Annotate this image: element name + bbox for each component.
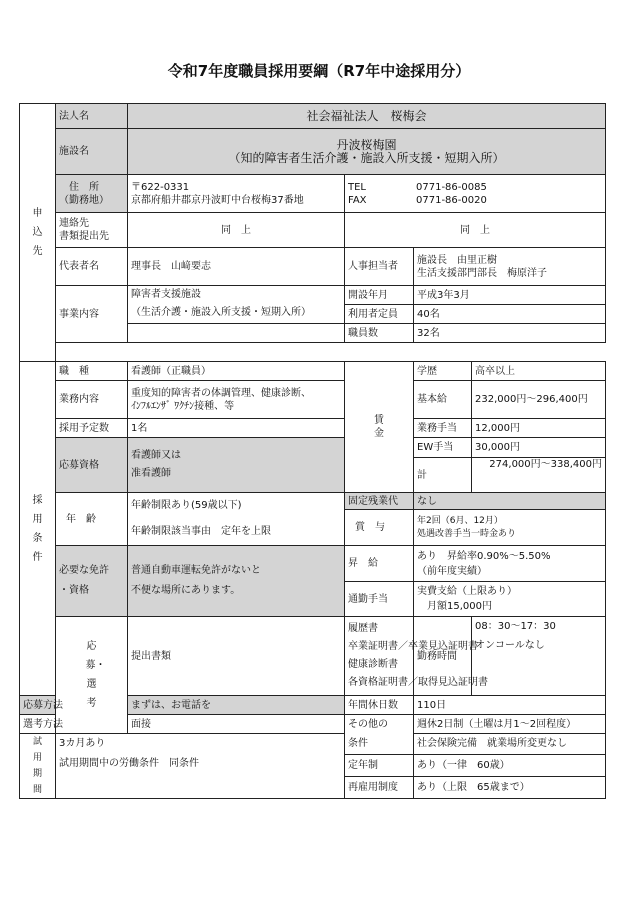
raise-value: あり 昇給率0.90%～5.50% （前年度実績）	[414, 546, 606, 582]
staff-label: 職員数	[345, 324, 414, 343]
other-value-2: 社会保険完備 就業場所変更なし	[414, 734, 606, 755]
section-trial: 試用期間	[20, 734, 56, 799]
business-blank	[128, 324, 345, 343]
capacity-label: 利用者定員	[345, 305, 414, 324]
staff-value: 32名	[414, 324, 606, 343]
base-value: 232,000円～296,400円	[472, 381, 606, 419]
section-selection: 応募・選考	[56, 617, 128, 734]
license-label: 必要な免許 ・資格	[56, 546, 128, 617]
total-value: 274,000円～338,400円	[472, 458, 606, 493]
est-label: 開設年月	[345, 286, 414, 305]
docs-label: 提出書類	[128, 617, 345, 696]
contact-label: 連絡先 書類提出先	[56, 213, 128, 248]
address-value: 〒622-0331 京都府船井郡京丹波町中台桜梅37番地	[128, 175, 345, 213]
duty-allow-value: 12,000円	[472, 419, 606, 438]
planned-label: 採用予定数	[56, 419, 128, 438]
qual-value: 看護師又は 准看護師	[128, 438, 345, 493]
rep-label: 代表者名	[56, 248, 128, 286]
hours-value: 08：30～17：30 オンコールなし	[472, 617, 606, 696]
section-apply: 申込先	[20, 104, 56, 362]
edu-value: 高卒以上	[472, 362, 606, 381]
other-label: その他の 条件	[345, 715, 414, 755]
age-label: 年 齢	[56, 493, 128, 546]
facility-value: 丹波桜梅園 （知的障害者生活介護・施設入所支援・短期入所）	[128, 129, 606, 175]
job-value: 看護師（正職員）	[128, 362, 345, 381]
ew-value: 30,000円	[472, 438, 606, 458]
base-label: 基本給	[414, 381, 472, 419]
commute-label: 通勤手当	[345, 582, 414, 617]
business-value: 障害者支援施設 （生活介護・施設入所支援・短期入所）	[128, 286, 345, 324]
overtime-label: 固定残業代	[345, 493, 414, 510]
qual-label: 応募資格	[56, 438, 128, 493]
tel-fax: TEL 0771-86-0085 FAX 0771-86-0020	[345, 175, 606, 213]
rehire-value: あり（上限 65歳まで）	[414, 776, 606, 798]
holiday-label: 年間休日数	[345, 696, 414, 715]
overtime-value: なし	[414, 493, 606, 510]
rep-value: 理事長 山﨑要志	[128, 248, 345, 286]
business-label: 事業内容	[56, 286, 128, 343]
total-label: 計	[414, 458, 472, 493]
method-value: まずは、お電話を	[128, 696, 345, 715]
ew-label: EW手当	[414, 438, 472, 458]
wage-label: 賃金	[345, 362, 414, 493]
bonus-value: 年2回（6月、12月） 処遇改善手当一時金あり	[414, 510, 606, 546]
hr-value: 施設長 由里正樹 生活支援部門部長 梅原洋子	[414, 248, 606, 286]
duty-allow-label: 業務手当	[414, 419, 472, 438]
bonus-label: 賞 与	[345, 510, 414, 546]
hr-label: 人事担当者	[345, 248, 414, 286]
raise-label: 昇 給	[345, 546, 414, 582]
rehire-label: 再雇用制度	[345, 776, 414, 798]
est-value: 平成3年3月	[414, 286, 606, 305]
recruitment-table	[19, 103, 606, 799]
retire-label: 定年制	[345, 754, 414, 776]
address-label: 住 所 （勤務地）	[56, 175, 128, 213]
license-value: 普通自動車運転免許がないと 不便な場所にあります。	[128, 546, 345, 617]
duties-value: 重度知的障害者の体調管理、健康診断、 ｲﾝﾌﾙｴﾝｻﾞ ﾜｸﾁﾝ接種、等	[128, 381, 345, 419]
contact-value: 同 上	[128, 213, 345, 248]
facility-label: 施設名	[56, 129, 128, 175]
contact-value-2: 同 上	[345, 213, 606, 248]
method-label: 応募方法	[20, 696, 56, 715]
section-recruit: 採用条件	[20, 362, 56, 696]
duties-label: 業務内容	[56, 381, 128, 419]
page-title: 令和7年度職員採用要綱（R7年中途採用分）	[167, 62, 471, 80]
holiday-value: 110日	[414, 696, 606, 715]
age-value: 年齢制限あり(59歳以下) 年齢制限該当事由 定年を上限	[128, 493, 345, 546]
commute-value: 実費支給（上限あり） 月額15,000円	[414, 582, 606, 617]
retire-value: あり（一律 60歳）	[414, 754, 606, 776]
edu-label: 学歴	[414, 362, 472, 381]
corp-label: 法人名	[56, 104, 128, 129]
hours-label: 勤務時間	[414, 617, 472, 696]
corp-value: 社会福祉法人 桜梅会	[128, 104, 606, 129]
trial-value: 3カ月あり 試用期間中の労働条件 同条件	[56, 734, 345, 799]
job-label: 職 種	[56, 362, 128, 381]
capacity-value: 40名	[414, 305, 606, 324]
planned-value: 1名	[128, 419, 345, 438]
docs-value: 履歴書 卒業証明書／卒業見込証明書 健康診断書 各資格証明書／取得見込証明書	[345, 617, 414, 696]
screen-label: 選考方法	[20, 715, 56, 734]
other-value-1: 週休2日制（土曜は月1～2回程度）	[414, 715, 606, 734]
screen-value: 面接	[128, 715, 345, 734]
